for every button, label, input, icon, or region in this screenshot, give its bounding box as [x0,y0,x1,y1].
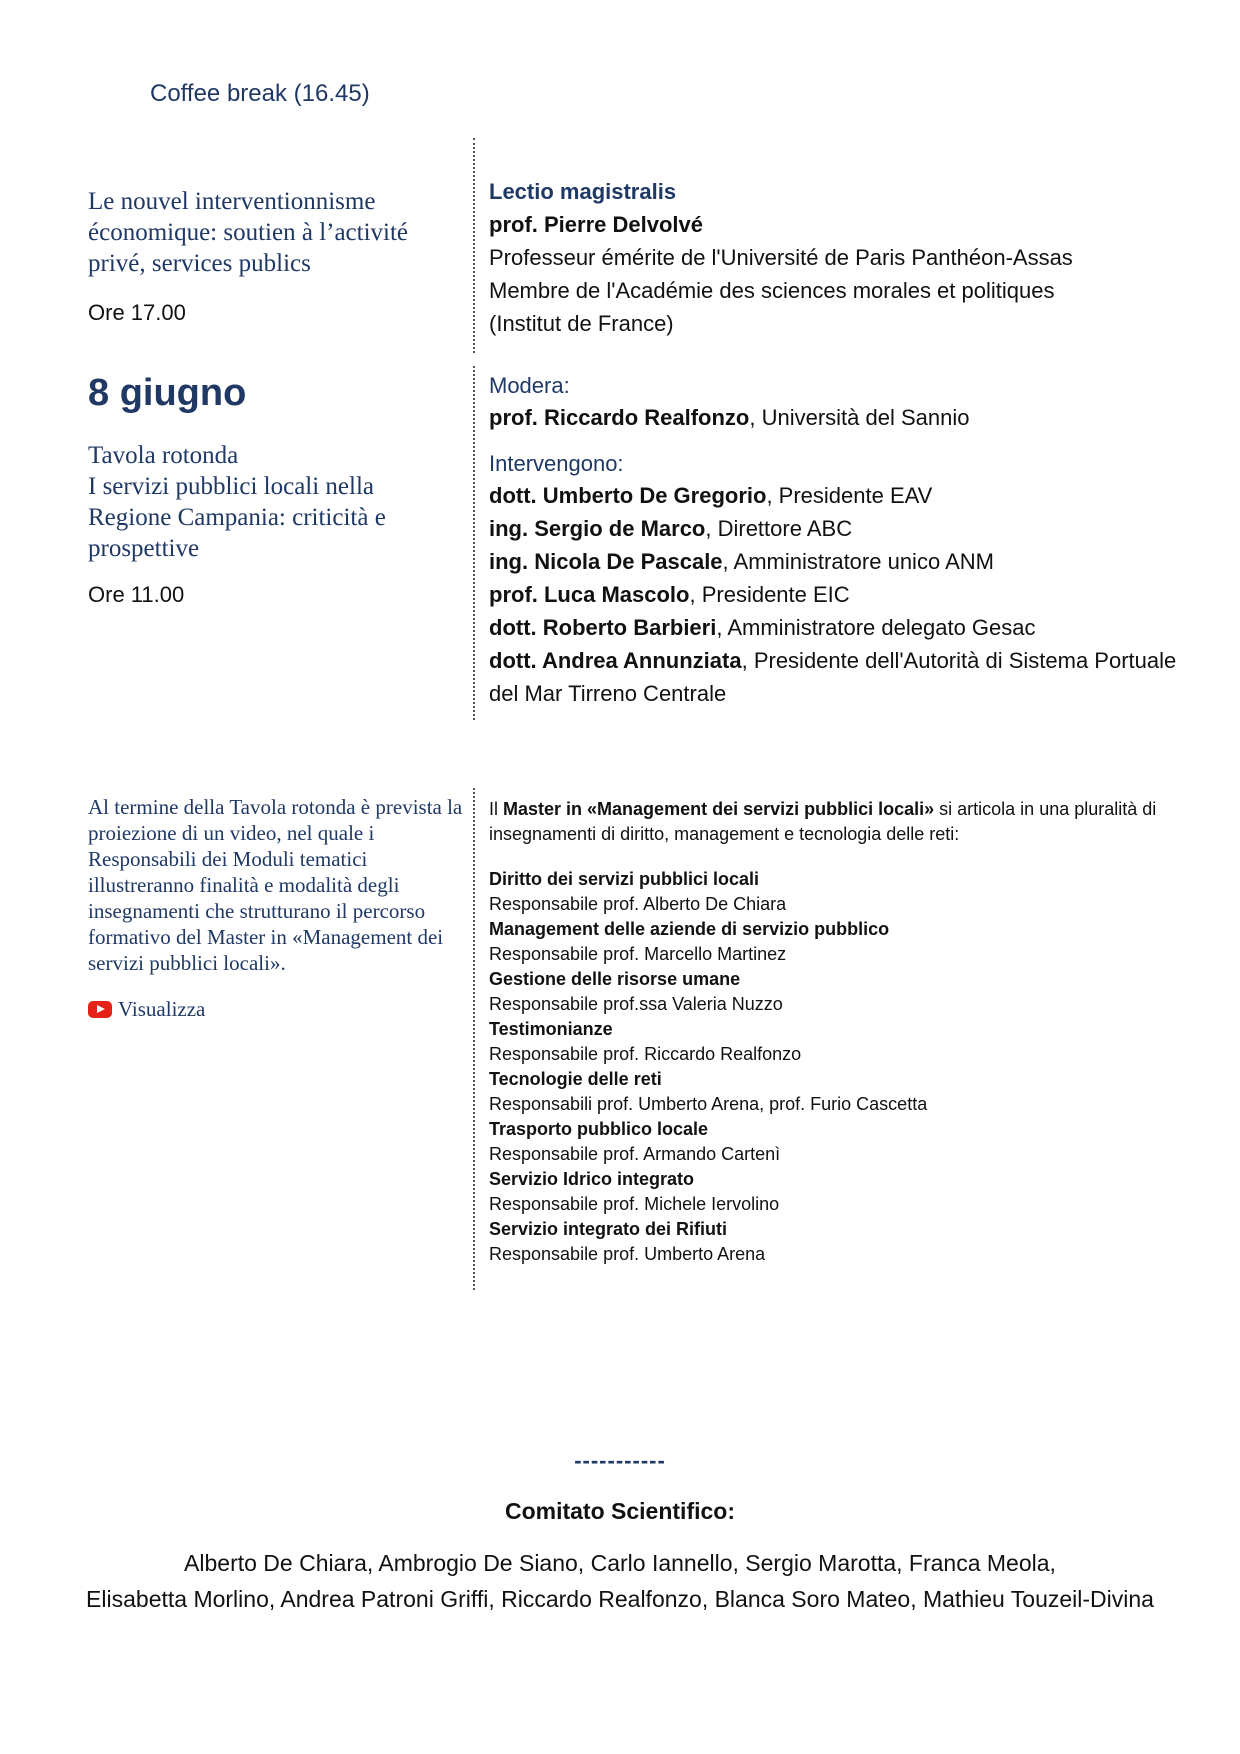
list-item [489,1167,1219,1217]
roundtable-topic: I servizi pubblici locali nella Regione Campania: criticità e prospettive [88,473,386,562]
list-item [489,1117,1219,1167]
intro-text: Il [489,799,504,819]
intro-text: si articola in una pluralità di insegnamenti di diritto, management e tecnologia delle reti: [489,799,1157,844]
moderator-name: prof. Riccardo Realfonzo [489,405,750,430]
module-name: Trasporto pubblico locale [489,1119,709,1139]
speaker-role: , Presidente EIC [689,582,850,607]
master-modules [489,797,1219,1267]
speaker-role: , Presidente EAV [766,483,933,508]
module-list [489,867,1219,1267]
master-intro [489,797,1219,847]
speaker-entry [489,644,1209,710]
video-note: Al termine della Tavola rotonda è prevista la proiezione di un video, nel quale i Responsabili dei Moduli tematici illustreranno finalità e modalità degli insegnamenti che strutturano il percorso formativo del Master in «Management dei servizi pubblici locali». [88,795,463,975]
speaker-role: , Presidente dell'Autorità di Sistema Portuale del Mar Tirreno Centrale [489,648,1177,706]
committee-title: Comitato Scientifico: [504,1498,735,1524]
committee-line: Elisabetta Morlino, Andrea Patroni Griffi, Riccardo Realfonzo, Blanca Soro Mateo, Mathieu Touzeil-Divina [86,1586,1154,1612]
speaker-role: , Direttore ABC [705,516,853,541]
column-divider [473,788,475,1290]
speaker-entry [489,479,1209,512]
roundtable-title [88,440,448,564]
committee-members [0,1545,1240,1617]
speaker-affiliation: Membre de l'Académie des sciences morales et politiques [489,278,1055,303]
module-name: Servizio Idrico integrato [489,1169,695,1189]
speaker-entry [489,512,1209,545]
module-name: Testimonianze [489,1019,613,1039]
column-divider [473,366,475,720]
module-responsible: Responsabile prof. Riccardo Realfonzo [489,1044,802,1064]
speaker-entry [489,545,1209,578]
speaker-role: , Amministratore delegato Gesac [716,615,1036,640]
module-responsible: Responsabile prof.ssa Valeria Nuzzo [489,994,783,1014]
module-responsible: Responsabile prof. Marcello Martinez [489,944,787,964]
column-divider [473,138,475,353]
module-name: Diritto dei servizi pubblici locali [489,869,760,889]
speaker-name: prof. Pierre Delvolvé [489,212,703,237]
speaker-name: prof. Luca Mascolo [489,582,690,607]
list-item [489,1217,1219,1267]
list-item [489,967,1219,1017]
speaker-name: dott. Umberto De Gregorio [489,483,767,508]
separator: ----------- [574,1448,666,1473]
list-item [489,867,1219,917]
speaker-name: dott. Roberto Barbieri [489,615,717,640]
module-name: Management delle aziende di servizio pubblico [489,919,890,939]
module-responsible: Responsabile prof. Michele Iervolino [489,1194,780,1214]
moderator-label: Modera: [489,373,570,398]
video-link[interactable] [88,997,205,1022]
module-responsible: Responsabili prof. Umberto Arena, prof. Furio Cascetta [489,1094,928,1114]
module-responsible: Responsabile prof. Armando Cartenì [489,1144,781,1164]
module-name: Gestione delle risorse umane [489,969,741,989]
lectio-heading: Lectio magistralis [489,179,677,204]
youtube-icon[interactable] [88,1001,112,1018]
list-item [489,1017,1219,1067]
speaker-name: ing. Nicola De Pascale [489,549,723,574]
speakers-label: Intervengono: [489,451,624,476]
roundtable-label: Tavola rotonda [88,442,239,469]
moderator-role: , Università del Sannio [749,405,970,430]
list-item [489,917,1219,967]
speaker-affiliation: (Institut de France) [489,311,674,336]
speaker-entry [489,611,1209,644]
list-item [489,1067,1219,1117]
speaker-entry [489,578,1209,611]
module-name: Tecnologie delle reti [489,1069,662,1089]
speaker-name: ing. Sergio de Marco [489,516,706,541]
session-time: Ore 17.00 [88,300,186,325]
master-name: Master in «Management dei servizi pubblici locali» [503,799,935,819]
roundtable-details [489,370,1209,710]
speaker-role: , Amministratore unico ANM [722,549,994,574]
module-responsible: Responsabile prof. Umberto Arena [489,1244,766,1264]
session-title: Le nouvel interventionnisme économique: soutien à l’activité privé, services publics [88,188,409,277]
lectio-details [489,175,1209,340]
coffee-break: Coffee break (16.45) [150,80,370,107]
module-responsible: Responsabile prof. Alberto De Chiara [489,894,787,914]
committee-line: Alberto De Chiara, Ambrogio De Siano, Carlo Iannello, Sergio Marotta, Franca Meola, [184,1550,1056,1576]
session-time: Ore 11.00 [88,582,185,607]
speaker-name: dott. Andrea Annunziata [489,648,742,673]
day-heading: 8 giugno [88,372,247,414]
speaker-affiliation: Professeur émérite de l'Université de Paris Panthéon-Assas [489,245,1073,270]
moderator-entry [489,401,1209,434]
module-name: Servizio integrato dei Rifiuti [489,1219,728,1239]
video-link-label[interactable]: Visualizza [118,997,206,1021]
